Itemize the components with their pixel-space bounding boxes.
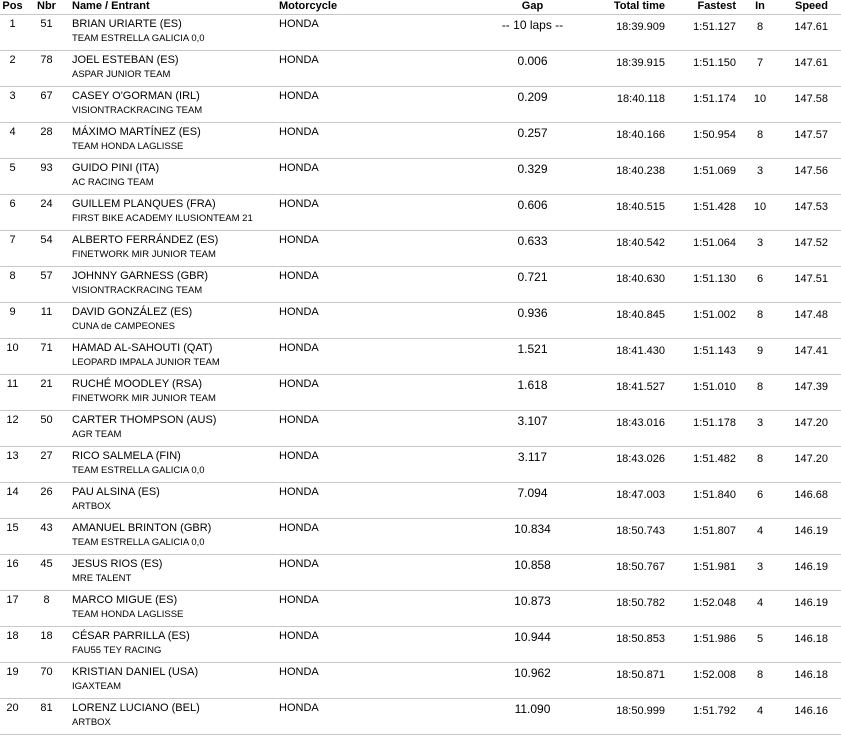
table-row	[0, 518, 841, 555]
row-gap: 10.873	[514, 594, 551, 608]
row-team: FINETWORK MIR JUNIOR TEAM	[72, 249, 216, 260]
row-motorcycle: HONDA	[279, 594, 319, 606]
row-total-time: 18:40.515	[616, 201, 665, 213]
row-motorcycle: HONDA	[279, 522, 319, 534]
row-pos: 20	[6, 702, 19, 714]
row-motorcycle: HONDA	[279, 378, 319, 390]
row-in: 6	[756, 273, 764, 285]
row-fastest: 1:51.010	[693, 381, 736, 393]
row-gap: 0.257	[517, 126, 548, 140]
row-team: AGR TEAM	[72, 429, 122, 440]
row-gap: 0.209	[517, 90, 548, 104]
row-team: CUNA de CAMPEONES	[72, 321, 175, 332]
row-pos: 3	[9, 90, 16, 102]
row-team: ARTBOX	[72, 501, 111, 512]
row-name: RICO SALMELA (FIN)	[72, 450, 181, 462]
row-team: LEOPARD IMPALA JUNIOR TEAM	[72, 357, 220, 368]
row-nbr: 24	[40, 198, 53, 210]
row-in: 8	[756, 453, 764, 465]
row-fastest: 1:51.150	[693, 57, 736, 69]
table-row	[0, 662, 841, 699]
row-pos: 10	[6, 342, 19, 354]
row-fastest: 1:51.174	[693, 93, 736, 105]
table-row	[0, 194, 841, 231]
table-row	[0, 698, 841, 735]
row-speed: 147.58	[794, 93, 828, 105]
row-gap: 1.618	[517, 378, 548, 392]
row-nbr: 45	[40, 558, 53, 570]
row-gap: 0.006	[517, 54, 548, 68]
row-total-time: 18:41.430	[616, 345, 665, 357]
row-total-time: 18:40.845	[616, 309, 665, 321]
row-in: 7	[756, 57, 764, 69]
row-nbr: 54	[40, 234, 53, 246]
row-fastest: 1:51.064	[693, 237, 736, 249]
header-pos: Pos	[2, 0, 23, 12]
header-speed: Speed	[794, 0, 828, 12]
row-in: 10	[753, 201, 767, 213]
row-name: CÉSAR PARRILLA (ES)	[72, 630, 190, 642]
row-motorcycle: HONDA	[279, 702, 319, 714]
row-fastest: 1:51.981	[693, 561, 736, 573]
row-team: ASPAR JUNIOR TEAM	[72, 69, 171, 80]
row-speed: 147.53	[794, 201, 828, 213]
table-row	[0, 266, 841, 303]
row-pos: 16	[6, 558, 19, 570]
row-speed: 147.20	[794, 417, 828, 429]
row-nbr: 81	[40, 702, 53, 714]
row-in: 4	[756, 705, 764, 717]
row-in: 8	[756, 381, 764, 393]
row-in: 4	[756, 597, 764, 609]
row-speed: 147.41	[794, 345, 828, 357]
row-motorcycle: HONDA	[279, 234, 319, 246]
row-total-time: 18:43.026	[616, 453, 665, 465]
row-total-time: 18:50.871	[616, 669, 665, 681]
row-in: 9	[756, 345, 764, 357]
row-motorcycle: HONDA	[279, 162, 319, 174]
row-gap: 0.606	[517, 198, 548, 212]
row-speed: 147.56	[794, 165, 828, 177]
row-total-time: 18:50.743	[616, 525, 665, 537]
row-team: FIRST BIKE ACADEMY ILUSIONTEAM 21	[72, 213, 253, 224]
row-in: 8	[756, 129, 764, 141]
row-nbr: 27	[40, 450, 53, 462]
row-speed: 147.61	[794, 21, 828, 33]
table-row	[0, 86, 841, 123]
row-name: HAMAD AL-SAHOUTI (QAT)	[72, 342, 213, 354]
table-row	[0, 14, 841, 51]
row-gap: 10.834	[514, 522, 551, 536]
table-row	[0, 410, 841, 447]
row-nbr: 26	[40, 486, 53, 498]
row-team: TEAM HONDA LAGLISSE	[72, 141, 184, 152]
table-row	[0, 50, 841, 87]
row-fastest: 1:51.792	[693, 705, 736, 717]
row-speed: 146.19	[794, 525, 828, 537]
row-nbr: 28	[40, 126, 53, 138]
row-fastest: 1:51.130	[693, 273, 736, 285]
header-fastest: Fastest	[697, 0, 736, 12]
row-name: KRISTIAN DANIEL (USA)	[72, 666, 199, 678]
row-pos: 17	[6, 594, 19, 606]
table-row	[0, 554, 841, 591]
row-name: GUIDO PINI (ITA)	[72, 162, 160, 174]
row-gap: 0.721	[517, 270, 548, 284]
row-fastest: 1:51.840	[693, 489, 736, 501]
row-nbr: 78	[40, 54, 53, 66]
row-gap: 0.329	[517, 162, 548, 176]
row-motorcycle: HONDA	[279, 486, 319, 498]
row-gap: 10.962	[514, 666, 551, 680]
row-fastest: 1:51.069	[693, 165, 736, 177]
table-row	[0, 158, 841, 195]
row-gap: 11.090	[514, 702, 551, 716]
row-pos: 13	[6, 450, 19, 462]
header-gap: Gap	[521, 0, 544, 12]
row-name: PAU ALSINA (ES)	[72, 486, 160, 498]
row-nbr: 93	[40, 162, 53, 174]
row-gap: 7.094	[517, 486, 548, 500]
row-pos: 9	[9, 306, 16, 318]
row-nbr: 57	[40, 270, 53, 282]
row-in: 3	[756, 237, 764, 249]
row-total-time: 18:40.118	[616, 93, 665, 105]
row-team: TEAM HONDA LAGLISSE	[72, 609, 184, 620]
row-team: IGAXTEAM	[72, 681, 122, 692]
row-speed: 146.19	[794, 597, 828, 609]
row-total-time: 18:39.915	[616, 57, 665, 69]
row-name: JOEL ESTEBAN (ES)	[72, 54, 179, 66]
row-total-time: 18:39.909	[616, 21, 665, 33]
row-in: 8	[756, 21, 764, 33]
table-row	[0, 590, 841, 627]
row-motorcycle: HONDA	[279, 450, 319, 462]
table-row	[0, 626, 841, 663]
row-speed: 146.18	[794, 669, 828, 681]
row-team: ARTBOX	[72, 717, 111, 728]
row-pos: 8	[9, 270, 16, 282]
row-motorcycle: HONDA	[279, 90, 319, 102]
table-row	[0, 482, 841, 519]
table-row	[0, 230, 841, 267]
row-name: DAVID GONZÁLEZ (ES)	[72, 306, 193, 318]
row-motorcycle: HONDA	[279, 270, 319, 282]
table-row	[0, 122, 841, 159]
row-motorcycle: HONDA	[279, 414, 319, 426]
row-name: JESUS RIOS (ES)	[72, 558, 163, 570]
row-total-time: 18:40.238	[616, 165, 665, 177]
row-total-time: 18:50.767	[616, 561, 665, 573]
row-team: MRE TALENT	[72, 573, 132, 584]
row-motorcycle: HONDA	[279, 342, 319, 354]
row-nbr: 67	[40, 90, 53, 102]
table-row	[0, 302, 841, 339]
row-name: MARCO MIGUE (ES)	[72, 594, 178, 606]
row-gap: 0.633	[517, 234, 548, 248]
row-name: AMANUEL BRINTON (GBR)	[72, 522, 212, 534]
row-nbr: 11	[40, 306, 53, 318]
row-speed: 147.20	[794, 453, 828, 465]
row-motorcycle: HONDA	[279, 54, 319, 66]
row-team: FAU55 TEY RACING	[72, 645, 162, 656]
row-nbr: 71	[40, 342, 53, 354]
row-total-time: 18:40.166	[616, 129, 665, 141]
row-motorcycle: HONDA	[279, 306, 319, 318]
row-name: BRIAN URIARTE (ES)	[72, 18, 182, 30]
row-fastest: 1:51.127	[693, 21, 736, 33]
row-fastest: 1:51.002	[693, 309, 736, 321]
row-name: GUILLEM PLANQUES (FRA)	[72, 198, 216, 210]
header-in: In	[755, 0, 765, 12]
row-total-time: 18:41.527	[616, 381, 665, 393]
row-total-time: 18:47.003	[616, 489, 665, 501]
row-pos: 12	[6, 414, 19, 426]
row-motorcycle: HONDA	[279, 198, 319, 210]
row-pos: 1	[9, 18, 16, 30]
row-gap: 3.117	[517, 450, 548, 464]
row-team: TEAM ESTRELLA GALICIA 0,0	[72, 33, 205, 44]
row-team: VISIONTRACKRACING TEAM	[72, 285, 203, 296]
row-pos: 4	[9, 126, 16, 138]
header-name: Name / Entrant	[72, 0, 150, 12]
row-fastest: 1:52.008	[693, 669, 736, 681]
row-nbr: 50	[40, 414, 53, 426]
row-speed: 147.61	[794, 57, 828, 69]
row-team: FINETWORK MIR JUNIOR TEAM	[72, 393, 216, 404]
row-motorcycle: HONDA	[279, 630, 319, 642]
row-nbr: 21	[40, 378, 53, 390]
row-team: TEAM ESTRELLA GALICIA 0,0	[72, 537, 205, 548]
row-fastest: 1:51.178	[693, 417, 736, 429]
row-speed: 147.52	[794, 237, 828, 249]
row-speed: 146.16	[794, 705, 828, 717]
row-nbr: 43	[40, 522, 53, 534]
row-speed: 147.48	[794, 309, 828, 321]
row-speed: 146.18	[794, 633, 828, 645]
results-header	[0, 0, 841, 14]
row-fastest: 1:51.143	[693, 345, 736, 357]
row-total-time: 18:40.542	[616, 237, 665, 249]
row-gap: 10.858	[514, 558, 551, 572]
row-in: 6	[756, 489, 764, 501]
row-gap: 3.107	[517, 414, 548, 428]
row-in: 10	[753, 93, 767, 105]
row-pos: 5	[9, 162, 16, 174]
row-nbr: 18	[40, 630, 53, 642]
row-name: CASEY O'GORMAN (IRL)	[72, 90, 200, 102]
row-speed: 147.51	[794, 273, 828, 285]
row-speed: 146.19	[794, 561, 828, 573]
header-total-time: Total time	[613, 0, 665, 12]
row-pos: 11	[6, 378, 19, 390]
row-nbr: 51	[40, 18, 53, 30]
row-motorcycle: HONDA	[279, 558, 319, 570]
row-in: 4	[756, 525, 764, 537]
row-fastest: 1:50.954	[693, 129, 736, 141]
row-nbr: 8	[43, 594, 50, 606]
header-nbr: Nbr	[37, 0, 56, 12]
row-name: ALBERTO FERRÁNDEZ (ES)	[72, 234, 219, 246]
row-in: 3	[756, 165, 764, 177]
header-motorcycle: Motorcycle	[279, 0, 338, 12]
row-name: LORENZ LUCIANO (BEL)	[72, 702, 200, 714]
row-motorcycle: HONDA	[279, 18, 319, 30]
row-fastest: 1:51.482	[693, 453, 736, 465]
row-in: 3	[756, 417, 764, 429]
row-fastest: 1:52.048	[693, 597, 736, 609]
row-total-time: 18:50.782	[616, 597, 665, 609]
row-pos: 6	[9, 198, 16, 210]
row-pos: 19	[6, 666, 19, 678]
row-pos: 2	[9, 54, 16, 66]
row-team: VISIONTRACKRACING TEAM	[72, 105, 203, 116]
row-speed: 147.39	[794, 381, 828, 393]
row-gap: 0.936	[517, 306, 548, 320]
row-total-time: 18:40.630	[616, 273, 665, 285]
row-team: AC RACING TEAM	[72, 177, 154, 188]
row-name: CARTER THOMPSON (AUS)	[72, 414, 217, 426]
table-row	[0, 374, 841, 411]
row-total-time: 18:43.016	[616, 417, 665, 429]
row-in: 5	[756, 633, 764, 645]
row-pos: 14	[6, 486, 19, 498]
row-in: 8	[756, 669, 764, 681]
row-fastest: 1:51.428	[693, 201, 736, 213]
row-pos: 7	[9, 234, 16, 246]
table-row	[0, 446, 841, 483]
row-fastest: 1:51.986	[693, 633, 736, 645]
row-pos: 15	[6, 522, 19, 534]
row-total-time: 18:50.853	[616, 633, 665, 645]
row-fastest: 1:51.807	[693, 525, 736, 537]
row-in: 3	[756, 561, 764, 573]
row-speed: 146.68	[794, 489, 828, 501]
row-gap: 10.944	[514, 630, 551, 644]
row-name: JOHNNY GARNESS (GBR)	[72, 270, 209, 282]
row-name: RUCHÉ MOODLEY (RSA)	[72, 378, 202, 390]
table-bottom-divider	[0, 734, 841, 735]
row-name: MÁXIMO MARTÍNEZ (ES)	[72, 126, 201, 138]
row-motorcycle: HONDA	[279, 126, 319, 138]
row-pos: 18	[6, 630, 19, 642]
table-row	[0, 338, 841, 375]
row-nbr: 70	[40, 666, 53, 678]
row-total-time: 18:50.999	[616, 705, 665, 717]
row-speed: 147.57	[794, 129, 828, 141]
row-gap: 1.521	[517, 342, 548, 356]
row-gap: -- 10 laps --	[501, 18, 564, 32]
row-team: TEAM ESTRELLA GALICIA 0,0	[72, 465, 205, 476]
row-in: 8	[756, 309, 764, 321]
row-motorcycle: HONDA	[279, 666, 319, 678]
